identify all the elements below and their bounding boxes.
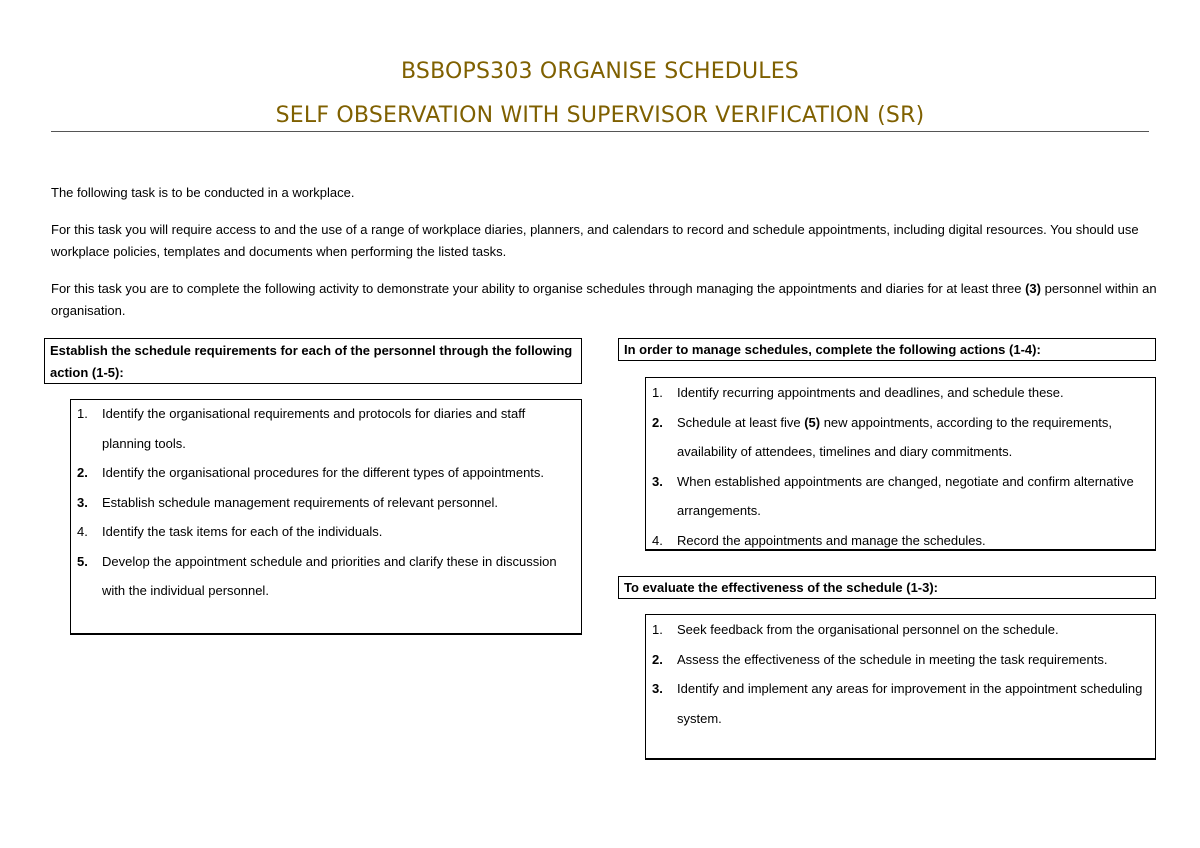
intro-paragraph-1: The following task is to be conducted in a workplace. — [51, 185, 355, 200]
list-item — [646, 645, 1155, 675]
list-item — [646, 408, 1155, 467]
manage-schedules-list — [645, 377, 1156, 551]
item-number: 5. — [77, 553, 88, 569]
item-number: 1. — [652, 385, 663, 400]
item-number: 4. — [77, 524, 88, 539]
left-action-list — [70, 399, 582, 635]
list-item — [646, 526, 1155, 556]
item-text-c: new appointments, according to the requirements, availability of attendees, timelines and diary commitments. — [677, 414, 1113, 459]
item-number: 3. — [77, 494, 88, 510]
left-section-heading: Establish the schedule requirements for each of the personnel through the following action (1-5): — [44, 338, 582, 384]
list-item — [71, 399, 581, 458]
intro-p3-text-c: personnel within an organisation. — [51, 281, 1157, 318]
item-number: 2. — [652, 651, 663, 667]
list-item — [71, 458, 581, 488]
item-number: 3. — [652, 681, 663, 696]
document-title: BSBOPS303 ORGANISE SCHEDULES — [401, 59, 799, 84]
item-number: 2. — [652, 414, 663, 430]
item-text: Identify the organisational procedures for the different types of appointments. — [102, 465, 545, 480]
intro-p3-text-a: For this task you are to complete the following activity to demonstrate your ability to organise schedules through managing the appointments and diaries for at least three — [51, 281, 1026, 296]
item-number: 1. — [652, 622, 663, 637]
list-item — [646, 674, 1155, 733]
item-text-a: Schedule at least five — [677, 414, 805, 430]
evaluate-effectiveness-list — [645, 614, 1156, 760]
item-number: 4. — [652, 532, 663, 548]
manage-schedules-heading: In order to manage schedules, complete the following actions (1-4): — [618, 338, 1156, 361]
intro-paragraph-3 — [51, 278, 1161, 322]
list-item — [646, 467, 1155, 526]
evaluate-effectiveness-heading: To evaluate the effectiveness of the schedule (1-3): — [618, 576, 1156, 599]
item-number: 3. — [652, 473, 663, 489]
item-count: (5) — [804, 414, 821, 430]
item-number: 1. — [77, 406, 88, 421]
title-divider — [51, 131, 1149, 132]
list-item — [71, 547, 581, 606]
intro-p3-count: (3) — [1025, 281, 1041, 296]
intro-paragraph-2: For this task you will require access to and the use of a range of workplace diaries, planners, and calendars to record and schedule appointments, including digital resources. You should use workplace policies, templates and documents when performing the listed tasks. — [51, 222, 1139, 259]
item-text: Identify the organisational requirements and protocols for diaries and staff planning tools. — [102, 406, 526, 451]
item-number: 2. — [77, 465, 88, 480]
list-item — [646, 615, 1155, 645]
document-subtitle: SELF OBSERVATION WITH SUPERVISOR VERIFICATION (SR) — [275, 103, 925, 128]
list-item — [646, 378, 1155, 408]
list-item — [71, 488, 581, 518]
item-text: Seek feedback from the organisational personnel on the schedule. — [677, 622, 1059, 637]
item-text: Establish schedule management requirements of relevant personnel. — [102, 494, 499, 510]
item-text: When established appointments are changed, negotiate and confirm alternative arrangements. — [677, 473, 1134, 518]
item-text: Identify and implement any areas for improvement in the appointment scheduling system. — [677, 681, 1143, 726]
item-text: Identify recurring appointments and deadlines, and schedule these. — [677, 385, 1064, 400]
item-text: Record the appointments and manage the schedules. — [677, 532, 986, 548]
item-text: Develop the appointment schedule and priorities and clarify these in discussion with the individual personnel. — [102, 553, 557, 598]
item-text: Assess the effectiveness of the schedule in meeting the task requirements. — [677, 651, 1108, 667]
item-text: Identify the task items for each of the individuals. — [102, 524, 383, 539]
list-item — [71, 517, 581, 547]
